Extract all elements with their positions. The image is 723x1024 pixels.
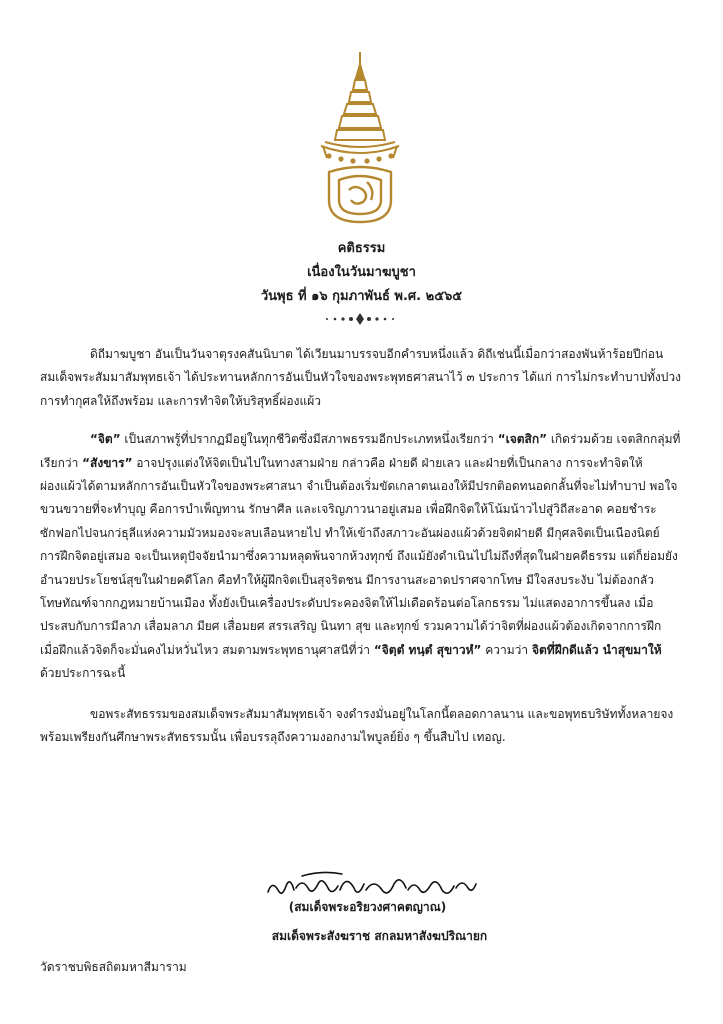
title-line-heading: คติธรรม (337, 241, 386, 256)
issuing-location: วัดราชบพิธสถิตมหาสีมาราม (40, 960, 187, 974)
paragraph-blessing: ขอพระสัทธรรมของสมเด็จพระสัมมาสัมพุทธเจ้า จงดำรงมั่นอยู่ในโลกนี้ตลอดกาลนาน และขอพุทธบริษัททั้งหลายจงพร้อมเพรียงกันศึกษาพระสัทธรรมนั้น เพื่อบรรลุถึงความงอกงามไพบูลย์ยิ่ง ๆ ขึ้นสืบไป เทอญ. (40, 706, 674, 745)
paragraph-teaching (40, 428, 683, 685)
document-title-block (0, 237, 723, 309)
paragraph-opening: ดิถีมาฆบูชา อันเป็นวันจาตุรงคสันนิบาต ได้เวียนมาบรรจบอีกคำรบหนึ่งแล้ว ดิถีเช่นนี้เมื่อกว่าสองพันห้าร้อยปีก่อน สมเด็จพระสัมมาสัมพุทธเจ้า ได้ประทานหลักการอันเป็นหัวใจของพระพุทธศาสนาไว้ ๓ ประการ ได้แก่ การไม่กระทำบาปทั้งปวง การทำกุศลให้ถึงพร้อม และการทำจิตให้บริสุทธิ์ผ่องแผ้ว (40, 347, 681, 408)
paragraph-text-segment: ด้วยประการฉะนี้ (40, 666, 126, 681)
paragraph-text-segment: เป็นสภาพรู้ที่ปรากฏมีอยู่ในทุกชีวิตซึ่งมีสภาพธรรมอีกประเภทหนึ่งเรียกว่า (120, 432, 498, 447)
quote-translation: จิตที่ฝึกดีแล้ว นำสุขมาให้ (531, 642, 662, 657)
title-line-occasion: เนื่องในวันมาฆบูชา (307, 265, 416, 280)
document-body (40, 343, 683, 750)
ornamental-divider-icon (305, 312, 415, 326)
paragraph-text-segment: อาจปรุงแต่งให้จิตเป็นไปในทางสามฝ่าย กล่าวคือ ฝ่ายดี ฝ่ายเลว และฝ่ายที่เป็นกลาง การจะทำจิตให้ผ่องแผ้วได้ตามหลักการอันเป็นหัวใจของพระศาสนา จำเป็นต้องเริ่มขัดเกลาตนเองให้มีปรกติอดทนอดกลั้นที่จะไม่ทำบาป พอใจขวนขวายที่จะทำบุญ คือการบำเพ็ญทาน รักษาศีล และเจริญภาวนาอยู่เสมอ เพื่อฝึกจิตให้โน้มน้าวไปสู่วิถีสะอาด คอยชำระซักฟอกไปจนกว่ธุลีแห่งความมัวหมองจะลบเลือนหายไป ทำให้เข้าถึงสภาวะอันผ่องแผ้วด้วยจิตฝ่ายดี มีกุศลจิตเป็นเนืองนิตย์ การฝึกจิตอยู่เสมอ จะเป็นเหตุปัจจัยนำมาซึ่งความหลุดพ้นจากห้วงทุกข์ ถึงแม้ยังดำเนินไปไม่ถึงที่สุดในฝ่ายคดีธรรม แต่ก็ย่อมยังอำนวยประโยชน์สุขในฝ่ายคดีโลก คือทำให้ผู้ฝึกจิตเป็นสุจริตชน มีการงานสะอาดปราศจากโทษ มีใจสงบระงับ ไม่ต้องกลัวโทษทัณฑ์จากกฎหมายบ้านเมือง ทั้งยังเป็นเครื่องประดับประคองจิตให้ไม่เดือดร้อนต่อโลกธรรม ไม่แสดงอาการขึ้นลง เมื่อประสบกับการมีลาภ เสื่อมลาภ มียศ เสื่อมยศ สรรเสริญ นินทา สุข และทุกข์ รวมความได้ว่าจิตที่ผ่องแผ้วต้องเกิดจากการฝึก เมื่อฝึกแล้วจิตก็จะมั่นคงไม่หวั่นไหว สมตามพระพุทธานุศาสนีที่ว่า (40, 455, 678, 657)
signer-name: (สมเด็จพระอริยวงศาคตญาณ) (288, 900, 447, 914)
title-line-date: วันพุธ ที่ ๑๖ กุมภาพันธ์ พ.ศ. ๒๕๖๕ (260, 289, 463, 304)
term-chetasik: “เจตสิก” (497, 432, 547, 447)
royal-crown-emblem-icon (315, 50, 405, 228)
pali-quote: “จิตฺตํ ทนฺตํ สุขาวหํ” (373, 642, 482, 657)
paragraph-text-segment: ความว่า (481, 642, 532, 657)
term-chit: “จิต” (90, 432, 121, 447)
term-sangkhan: “สังขาร” (82, 455, 133, 470)
paragraph-text-segment: เกิดร่วมด้วย เจตสิกกลุ่มที่เรียกว่า (40, 432, 681, 470)
signer-title: สมเด็จพระสังฆราช สกลมหาสังฆปริณายก (271, 929, 488, 943)
